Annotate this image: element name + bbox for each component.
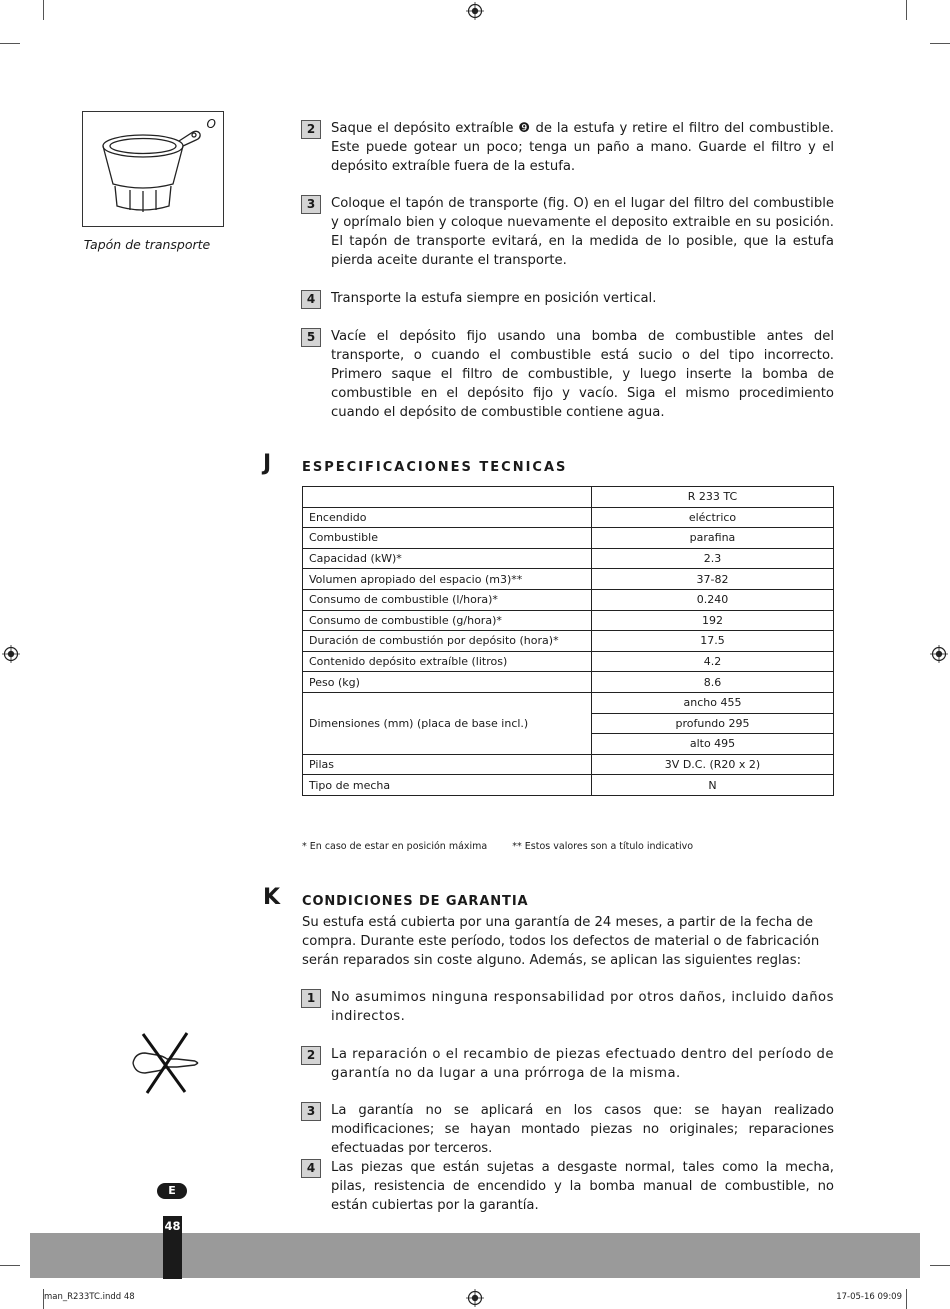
table-row — [303, 754, 834, 775]
instruction-step — [301, 194, 834, 270]
registration-mark-icon — [466, 1289, 484, 1307]
section-title: ESPECIFICACIONES TECNICAS — [302, 460, 568, 475]
row-value: parafina — [592, 528, 834, 549]
row-value: 37-82 — [592, 569, 834, 590]
row-value: 3V D.C. (R20 x 2) — [592, 754, 834, 775]
step-number: 4 — [301, 290, 321, 309]
row-label: Dimensiones (mm) (placa de base incl.) — [303, 692, 592, 754]
step-text: No asumimos ninguna responsabilidad por otros daños, incluido daños indirectos. — [331, 990, 834, 1024]
step-text: La garantía no se aplicará en los casos que: se hayan realizado modificaciones; se hayan montado piezas no originales; reparaciones efectuadas por terceros. — [331, 1103, 834, 1156]
section-letter: J — [263, 451, 272, 476]
table-row — [303, 651, 834, 672]
row-label: Tipo de mecha — [303, 775, 592, 796]
step-number: 2 — [301, 1046, 321, 1065]
file-slug: man_R233TC.indd 48 — [44, 1292, 135, 1302]
table-row — [303, 589, 834, 610]
crop-mark — [930, 1265, 950, 1266]
warranty-rule — [301, 988, 834, 1026]
transport-plug-icon — [97, 124, 207, 216]
step-number: 4 — [301, 1159, 321, 1178]
table-row — [303, 631, 834, 652]
row-value: 8.6 — [592, 672, 834, 693]
row-value: 0.240 — [592, 589, 834, 610]
row-value: ancho 455 — [592, 692, 834, 713]
crop-mark — [43, 0, 44, 20]
row-value: N — [592, 775, 834, 796]
registration-mark-icon — [2, 645, 20, 663]
step-number: 1 — [301, 989, 321, 1008]
registration-mark-icon — [930, 645, 948, 663]
table-row — [303, 775, 834, 796]
crop-mark — [0, 43, 20, 44]
warranty-rule — [301, 1158, 834, 1215]
warranty-intro: Su estufa está cubierta por una garantía de 24 meses, a partir de la fecha de compra. Durante este período, todos los defectos de material o de fabricación serán reparados sin coste alguno. Además, se aplican las siguientes reglas: — [302, 915, 820, 968]
row-value: profundo 295 — [592, 713, 834, 734]
row-label: Consumo de combustible (l/hora)* — [303, 589, 592, 610]
row-label: Duración de combustión por depósito (hora)* — [303, 631, 592, 652]
table-cell — [303, 487, 592, 508]
step-text: Transporte la estufa siempre en posición vertical. — [331, 291, 657, 306]
crop-mark — [0, 1265, 20, 1266]
instruction-step — [301, 119, 834, 176]
step-text: La reparación o el recambio de piezas efectuado dentro del período de garantía no da lugar a una prórroga de la misma. — [331, 1047, 834, 1081]
instruction-step — [301, 289, 834, 308]
step-text: Vacíe el depósito fijo usando una bomba de combustible antes del transporte, o cuando el combustible está sucio o del tipo incorrecto. Primero saque el filtro de combustible, y luego inserte la bomba de combustible en el depósito fijo y vacío. Siga el mismo procedimiento cuando el depósito de combustible contiene agua. — [331, 329, 834, 420]
figure-o — [82, 111, 224, 227]
crop-mark — [906, 0, 907, 20]
section-letter: K — [263, 885, 281, 910]
model-header: R 233 TC — [592, 487, 834, 508]
section-title: CONDICIONES DE GARANTIA — [302, 894, 529, 909]
table-row — [303, 487, 834, 508]
table-row — [303, 507, 834, 528]
row-value: eléctrico — [592, 507, 834, 528]
table-row — [303, 528, 834, 549]
row-value: 192 — [592, 610, 834, 631]
instruction-step — [301, 327, 834, 422]
row-label: Encendido — [303, 507, 592, 528]
spec-table — [302, 486, 834, 796]
table-row — [303, 548, 834, 569]
step-text: Saque el depósito extraíble ❾ de la estufa y retire el filtro del combustible. Este puede gotear un poco; tenga un paño a mano. Guarde el filtro y el depósito extraíble fuera de la estufa. — [331, 121, 834, 174]
table-row — [303, 692, 834, 713]
warranty-rule — [301, 1045, 834, 1083]
crop-mark — [906, 1289, 907, 1309]
row-label: Contenido depósito extraíble (litros) — [303, 651, 592, 672]
crop-mark — [930, 43, 950, 44]
row-label: Consumo de combustible (g/hora)* — [303, 610, 592, 631]
table-row — [303, 672, 834, 693]
row-value: alto 495 — [592, 734, 834, 755]
figure-letter: O — [206, 117, 216, 131]
warranty-rule — [301, 1101, 834, 1158]
row-label: Pilas — [303, 754, 592, 775]
footnotes — [302, 841, 715, 852]
step-text: Coloque el tapón de transporte (fig. O) en el lugar del filtro del combustible y oprímalo bien y coloque nuevamente el deposito extraible en su posición. El tapón de transporte evitará, en la medida de lo posible, que la estufa pierda aceite durante el transporte. — [331, 196, 834, 268]
step-number: 2 — [301, 120, 321, 139]
step-number: 3 — [301, 195, 321, 214]
row-value: 17.5 — [592, 631, 834, 652]
no-screwdriver-icon — [131, 1031, 201, 1095]
row-label: Peso (kg) — [303, 672, 592, 693]
step-text: Las piezas que están sujetas a desgaste normal, tales como la mecha, pilas, resistencia de encendido y la bomba manual de combustible, no están cubiertas por la garantía. — [331, 1160, 834, 1213]
print-datetime: 17-05-16 09:09 — [836, 1292, 902, 1302]
step-number: 5 — [301, 328, 321, 347]
registration-mark-icon — [466, 2, 484, 20]
figure-caption: Tapón de transporte — [83, 237, 211, 252]
row-value: 4.2 — [592, 651, 834, 672]
row-label: Combustible — [303, 528, 592, 549]
step-number: 3 — [301, 1102, 321, 1121]
table-row — [303, 569, 834, 590]
table-row — [303, 610, 834, 631]
row-label: Capacidad (kW)* — [303, 548, 592, 569]
row-value: 2.3 — [592, 548, 834, 569]
language-badge: E — [157, 1183, 187, 1199]
footnote: ** Estos valores son a título indicativo — [512, 841, 694, 852]
row-label: Volumen apropiado del espacio (m3)** — [303, 569, 592, 590]
page-number: 48 — [164, 1219, 181, 1233]
footnote: * En caso de estar en posición máxima — [302, 841, 488, 852]
